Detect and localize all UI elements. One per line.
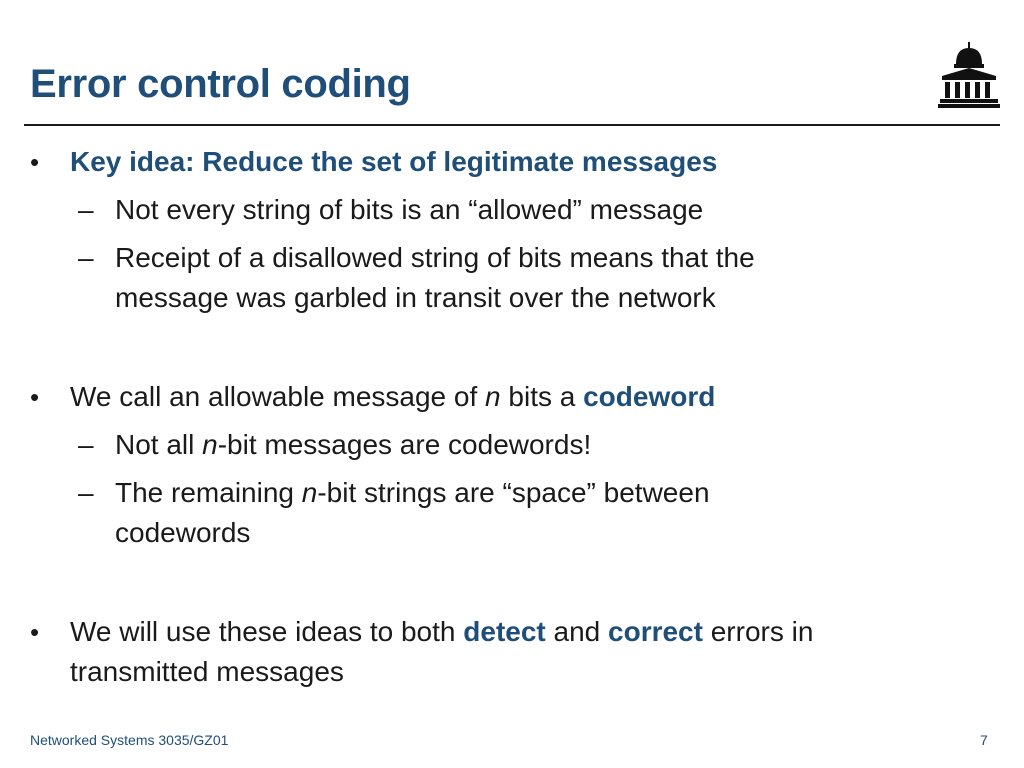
- variable-n: n: [485, 381, 501, 412]
- text-run: Not all: [115, 429, 203, 460]
- bullet-marker: •: [30, 147, 40, 177]
- text-run: -bit strings are “space” between: [317, 477, 710, 508]
- text-run: We will use these ideas to both: [70, 616, 464, 647]
- sub-bullet-remaining-strings-line2: codewords: [115, 517, 251, 548]
- text-run: The remaining: [115, 477, 302, 508]
- term-detect: detect: [463, 616, 546, 647]
- variable-n: n: [202, 429, 218, 460]
- sub-bullet-disallowed-line2: message was garbled in transit over the network: [115, 282, 716, 313]
- variable-n: n: [301, 477, 318, 508]
- sub-bullet-not-all-codewords: [115, 428, 591, 462]
- dash-marker: –: [78, 194, 94, 225]
- footer-course-label: Networked Systems 3035/GZ01: [30, 732, 229, 748]
- bullet-marker: •: [30, 382, 40, 412]
- bullet-codeword-definition: [70, 380, 715, 414]
- text-run: bits a: [500, 381, 584, 412]
- sub-bullet-remaining-strings-line1: [115, 476, 710, 510]
- slide-number: 7: [980, 732, 988, 748]
- slide-title: Error control coding: [30, 62, 411, 106]
- sub-bullet-allowed-message: Not every string of bits is an “allowed” message: [115, 194, 704, 225]
- dash-marker: –: [78, 477, 94, 508]
- bullet-detect-correct-line2: transmitted messages: [70, 656, 344, 687]
- text-run: errors in: [702, 616, 814, 647]
- text-run: and: [545, 616, 609, 647]
- text-run: -bit messages are codewords!: [217, 429, 592, 460]
- dash-marker: –: [78, 429, 94, 460]
- bullet-key-idea: Key idea: Reduce the set of legitimate messages: [70, 146, 718, 177]
- dash-marker: –: [78, 242, 94, 273]
- term-codeword: codeword: [583, 381, 716, 412]
- sub-bullet-disallowed-line1: Receipt of a disallowed string of bits means that the: [115, 242, 755, 273]
- bullet-detect-correct-line1: [70, 615, 813, 649]
- term-correct: correct: [608, 616, 703, 647]
- text-run: We call an allowable message of: [70, 381, 486, 412]
- bullet-marker: •: [30, 617, 40, 647]
